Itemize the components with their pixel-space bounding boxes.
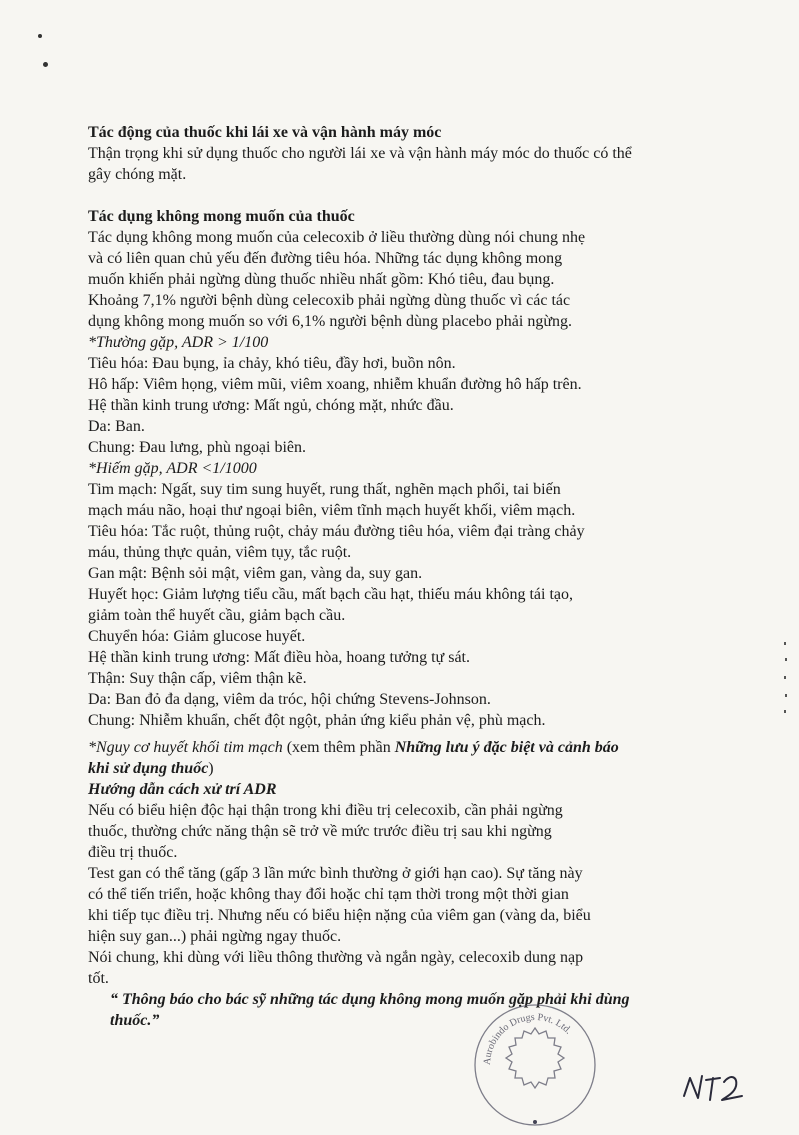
thrombosis-risk-note	[88, 737, 726, 758]
text-line: gây chóng mặt.	[88, 166, 187, 183]
section-heading-adr-management: Hướng dẫn cách xử trí ADR	[88, 781, 277, 798]
common-effects-list	[88, 353, 726, 458]
scan-speck	[38, 34, 42, 38]
handwritten-signature	[680, 1060, 760, 1110]
rare-effects-list	[88, 479, 726, 731]
list-item: Chuyển hóa: Giảm glucose huyết.	[88, 628, 306, 645]
text-line: Nếu có biểu hiện độc hại thận trong khi điều trị celecoxib, cần phải ngừng	[88, 802, 563, 819]
text-line: muốn khiến phải ngừng dùng thuốc nhiều nhất gồm: Khó tiêu, đau bụng.	[88, 271, 555, 288]
list-item: Chung: Đau lưng, phù ngoại biên.	[88, 439, 306, 456]
signature-mark-icon	[680, 1060, 760, 1110]
stamp-text: Aurobindo Drugs Pvt. Ltd.	[481, 1011, 574, 1066]
list-item: Thận: Suy thận cấp, viêm thận kẽ.	[88, 670, 307, 687]
adverse-intro	[88, 227, 726, 332]
document-body	[88, 122, 726, 1031]
rare-frequency-label: *Hiếm gặp, ADR <1/1000	[88, 460, 257, 477]
text-line: dụng không mong muốn so với 6,1% người bệnh dùng placebo phải ngừng.	[88, 313, 572, 330]
list-item: Hệ thần kinh trung ương: Mất ngủ, chóng mặt, nhức đầu.	[88, 397, 454, 414]
list-item: Huyết học: Giảm lượng tiểu cầu, mất bạch cầu hạt, thiếu máu không tái tạo,	[88, 586, 573, 603]
risk-reference-cont: khi sử dụng thuốc	[88, 760, 209, 777]
spacer	[88, 185, 726, 206]
list-item: mạch máu não, hoại thư ngoại biên, viêm tĩnh mạch huyết khối, viêm mạch.	[88, 502, 576, 519]
text-line: Thận trọng khi sử dụng thuốc cho người lái xe và vận hành máy móc do thuốc có thể	[88, 145, 632, 162]
doctor-notice-quote: “ Thông báo cho bác sỹ những tác dụng không mong muốn gặp phải khi dùng	[110, 991, 630, 1008]
list-item: máu, thủng thực quản, viêm tụy, tắc ruột.	[88, 544, 352, 561]
thrombosis-risk-note-cont	[88, 758, 726, 779]
list-item: Tim mạch: Ngất, suy tim sung huyết, rung thất, nghẽn mạch phổi, tai biến	[88, 481, 561, 498]
text-line: tốt.	[88, 970, 109, 987]
list-item: Hô hấp: Viêm họng, viêm mũi, viêm xoang, nhiễm khuẩn đường hô hấp trên.	[88, 376, 582, 393]
list-item: giảm toàn thể huyết cầu, giảm bạch cầu.	[88, 607, 346, 624]
risk-close: )	[208, 760, 214, 777]
risk-label: *Nguy cơ huyết khối tim mạch	[88, 739, 283, 756]
list-item: Tiêu hóa: Đau bụng, ỉa chảy, khó tiêu, đầy hơi, buồn nôn.	[88, 355, 456, 372]
text-line: điều trị thuốc.	[88, 844, 178, 861]
scan-speck	[43, 62, 48, 67]
doctor-notice-quote-cont: thuốc.”	[110, 1012, 160, 1029]
risk-text: (xem thêm phần	[282, 739, 395, 756]
scan-edge-marks	[781, 640, 791, 720]
section-heading-driving: Tác động của thuốc khi lái xe và vận hành máy móc	[88, 124, 442, 141]
text-line: khi tiếp tục điều trị. Nhưng nếu có biểu hiện nặng của viêm gan (vàng da, biểu	[88, 907, 591, 924]
text-line: Nói chung, khi dùng với liều thông thường và ngắn ngày, celecoxib dung nạp	[88, 949, 584, 966]
list-item: Tiêu hóa: Tắc ruột, thủng ruột, chảy máu đường tiêu hóa, viêm đại tràng chảy	[88, 523, 585, 540]
list-item: Chung: Nhiễm khuẩn, chết đột ngột, phản ứng kiểu phản vệ, phù mạch.	[88, 712, 546, 729]
list-item: Hệ thần kinh trung ương: Mất điều hòa, hoang tưởng tự sát.	[88, 649, 470, 666]
text-line: và có liên quan chủ yếu đến đường tiêu hóa. Những tác dụng không mong	[88, 250, 563, 267]
list-item: Da: Ban đỏ đa dạng, viêm da tróc, hội chứng Stevens-Johnson.	[88, 691, 491, 708]
list-item: Gan mật: Bệnh sỏi mật, viêm gan, vàng da, suy gan.	[88, 565, 423, 582]
company-stamp	[470, 1000, 600, 1130]
text-line: Tác dụng không mong muốn của celecoxib ở liều thường dùng nói chung nhẹ	[88, 229, 586, 246]
common-frequency-label: *Thường gặp, ADR > 1/100	[88, 334, 269, 351]
driving-paragraph	[88, 143, 726, 185]
text-line: có thể tiến triển, hoặc không thay đổi hoặc chỉ tạm thời trong một thời gian	[88, 886, 569, 903]
adr-management-text	[88, 800, 726, 989]
section-heading-adverse-effects: Tác dụng không mong muốn của thuốc	[88, 208, 355, 225]
text-line: thuốc, thường chức năng thận sẽ trở về mức trước điều trị sau khi ngừng	[88, 823, 552, 840]
stamp-seal-icon	[470, 1000, 600, 1130]
text-line: Test gan có thể tăng (gấp 3 lần mức bình thường ở giới hạn cao). Sự tăng này	[88, 865, 583, 882]
list-item: Da: Ban.	[88, 418, 145, 435]
text-line: Khoảng 7,1% người bệnh dùng celecoxib phải ngừng dùng thuốc vì các tác	[88, 292, 571, 309]
risk-reference: Những lưu ý đặc biệt và cảnh báo	[394, 739, 619, 756]
edge-speck-icon	[781, 640, 791, 720]
text-line: hiện suy gan...) phải ngừng ngay thuốc.	[88, 928, 342, 945]
